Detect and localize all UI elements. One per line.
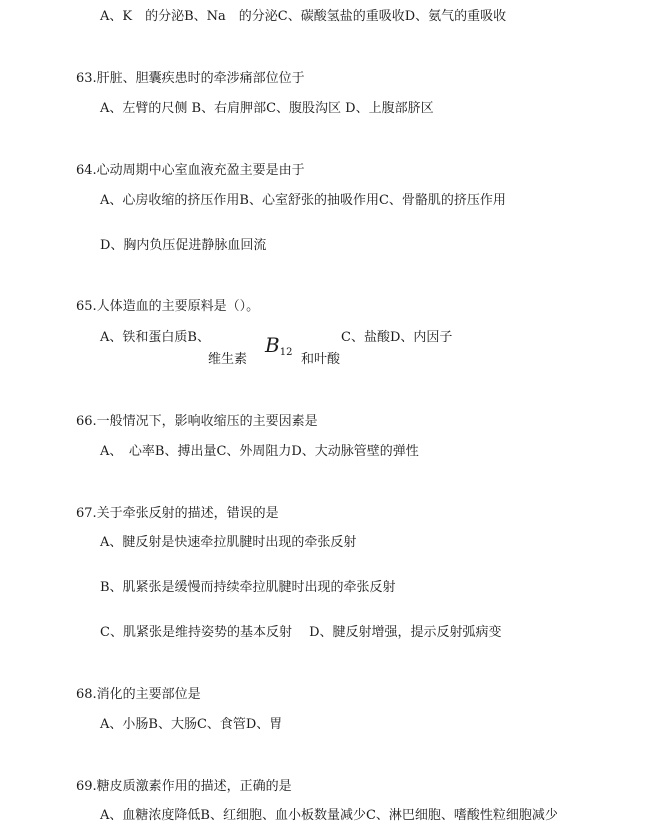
answer-options-63: A、左臂的尺侧 B、右肩胛部C、腹股沟区 D、上腹部脐区 bbox=[100, 101, 434, 116]
answer-options-69: A、血糖浓度降低B、红细胞、血小板数量减少C、淋巴细胞、嗜酸性粒细胞减少 bbox=[100, 808, 558, 823]
vitamin-b12-formula bbox=[265, 334, 292, 364]
answer-options-62: A、K 的分泌B、Na 的分泌C、碳酸氢盐的重吸收D、氨气的重吸收 bbox=[100, 9, 507, 24]
formula-subscript: 12 bbox=[279, 347, 293, 358]
answer-option-65-b-suffix: 和叶酸 bbox=[301, 352, 341, 367]
question-68: 68.消化的主要部位是 bbox=[76, 687, 201, 702]
answer-options-64-line2: D、胸内负压促进静脉血回流 bbox=[100, 238, 267, 253]
question-67: 67.关于牵张反射的描述，错误的是 bbox=[76, 506, 279, 521]
answer-option-67-b: B、肌紧张是缓慢而持续牵拉肌腱时出现的牵张反射 bbox=[100, 580, 396, 595]
formula-letter: B bbox=[265, 333, 280, 357]
answer-options-67-cd: C、肌紧张是维持姿势的基本反射 D、腱反射增强，提示反射弧病变 bbox=[100, 625, 502, 640]
question-65: 65.人体造血的主要原料是（）。 bbox=[76, 299, 260, 314]
answer-options-66: A、 心率B、搏出量C、外周阻力D、大动脉管壁的弹性 bbox=[100, 444, 419, 459]
answer-options-65-cd: C、盐酸D、内因子 bbox=[341, 330, 453, 345]
question-66: 66.一般情况下，影响收缩压的主要因素是 bbox=[76, 414, 318, 429]
question-64: 64.心动周期中心室血液充盈主要是由于 bbox=[76, 163, 305, 178]
answer-options-68: A、小肠B、大肠C、食管D、胃 bbox=[100, 717, 283, 732]
answer-option-67-a: A、腱反射是快速牵拉肌腱时出现的牵张反射 bbox=[100, 535, 357, 550]
question-69: 69.糖皮质激素作用的描述，正确的是 bbox=[76, 779, 292, 794]
answer-option-65-a: A、铁和蛋白质B、 bbox=[100, 330, 210, 345]
answer-option-65-b-prefix: 维生素 bbox=[208, 352, 248, 367]
answer-options-64-line1: A、心房收缩的挤压作用B、心室舒张的抽吸作用C、骨骼肌的挤压作用 bbox=[100, 193, 506, 208]
question-63: 63.肝脏、胆囊疾患时的牵涉痛部位位于 bbox=[76, 71, 305, 86]
